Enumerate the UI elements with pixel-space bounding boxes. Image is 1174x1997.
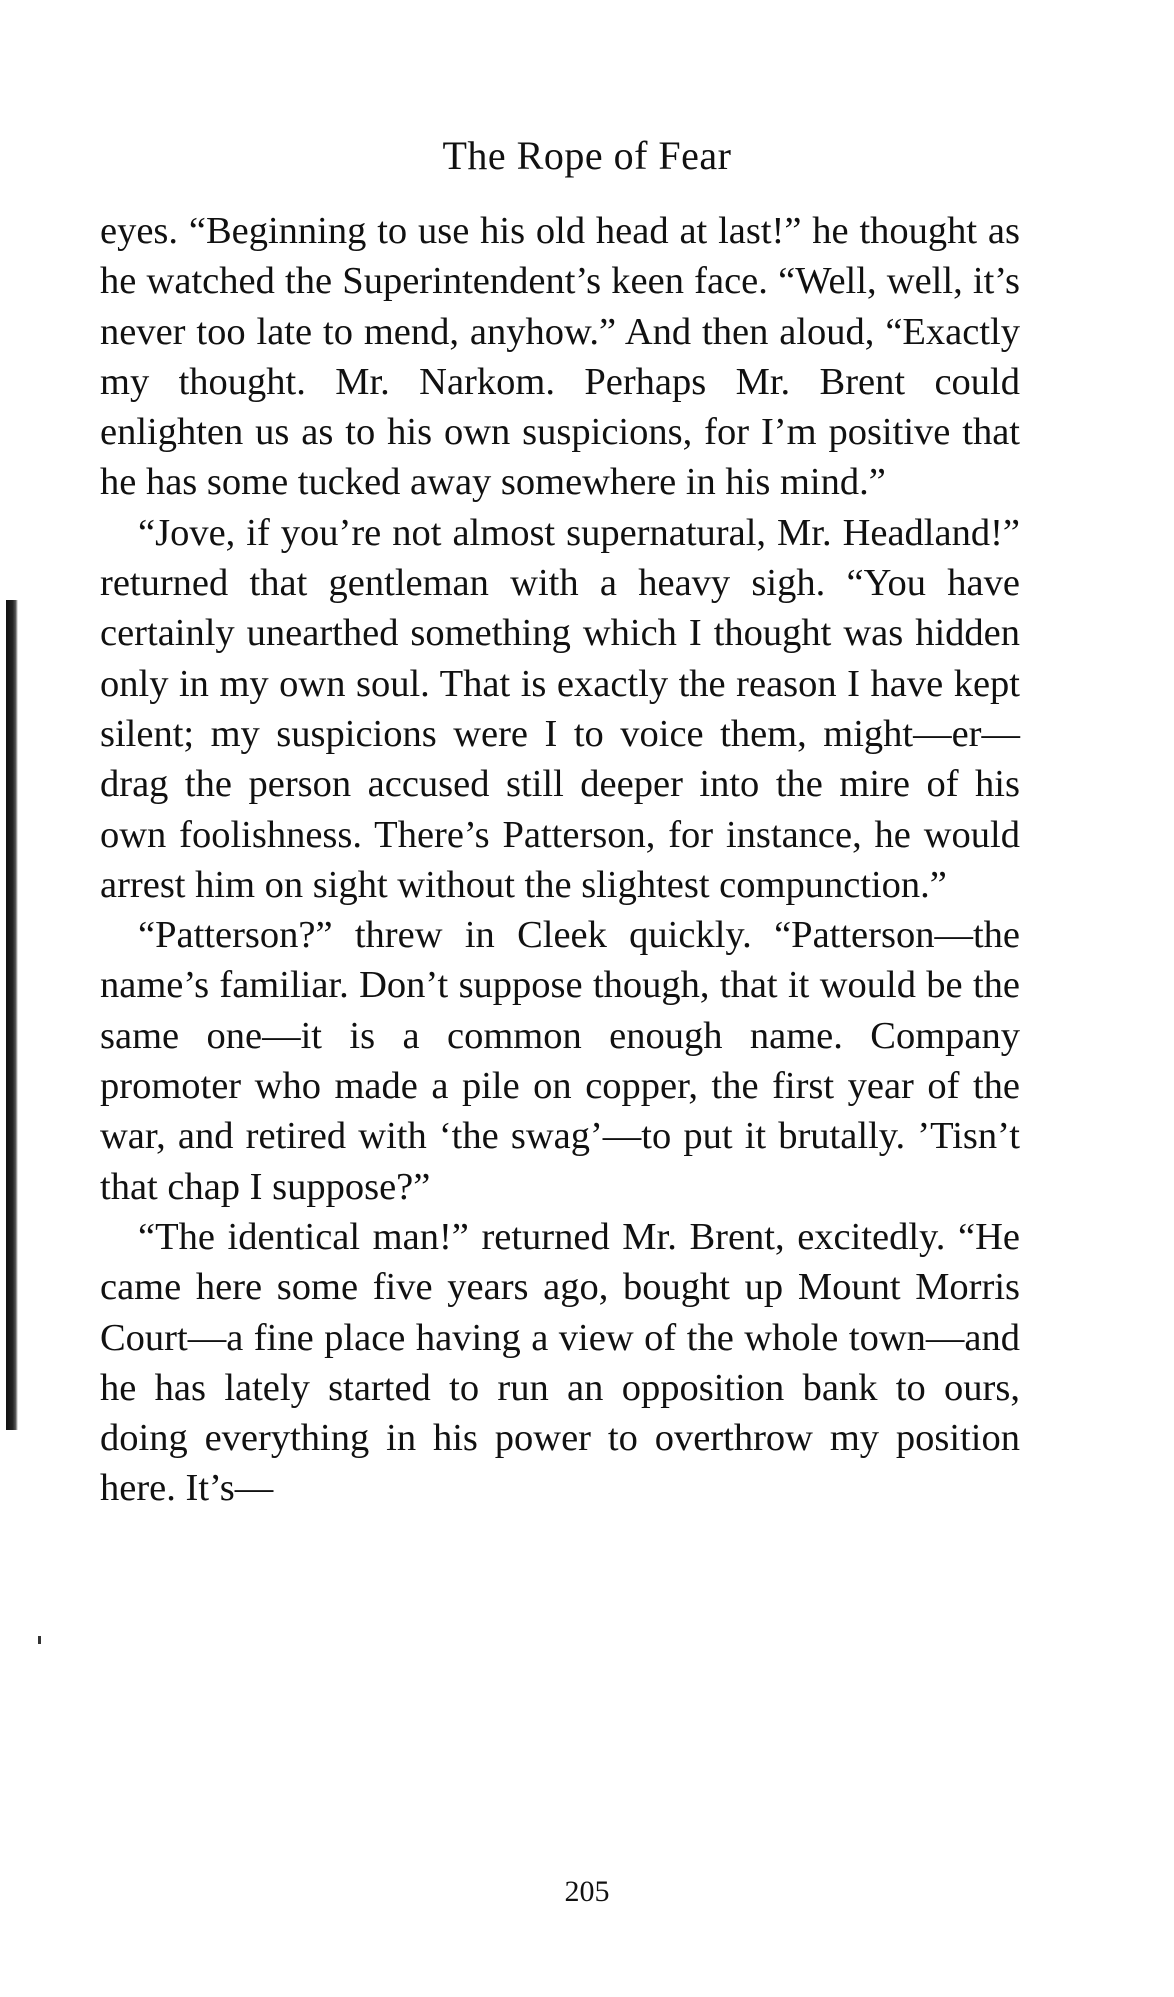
body-text	[100, 206, 1020, 1514]
paragraph-1: eyes. “Beginning to use his old head at last!” he thought as he watched the Superintendent’s keen face. “Well, well, it’s never too late to mend, anyhow.” And then aloud, “Exactly my thought. Mr. Narkom. Perhaps Mr. Brent could enlighten us as to his own suspicions, for I’m positive that he has some tucked away somewhere in his mind.”	[100, 210, 1020, 504]
paragraph-2: “Jove, if you’re not almost supernatural, Mr. Headland!” returned that gentleman with a heavy sigh. “You have certainly unearthed something which I thought was hidden only in my own soul. That is exactly the reason I have kept silent; my suspicions were I to voice them, might—er—drag the person accused still deeper into the mire of his own foolishness. There’s Patterson, for instance, he would arrest him on sight without the slightest compunction.”	[100, 511, 1020, 906]
paragraph-3: “Patterson?” threw in Cleek quickly. “Patterson—the name’s familiar. Don’t suppose though, that it would be the same one—it is a common enough name. Company promoter who made a pile on copper, the first year of the war, and retired with ‘the swag’—to put it brutally. ’Tisn’t that chap I suppose?”	[100, 914, 1020, 1208]
binding-mark	[38, 1636, 41, 1644]
page-number: 205	[564, 1875, 610, 1908]
paragraph-4: “The identical man!” returned Mr. Brent, excitedly. “He came here some five years ago, bought up Mount Morris Court—a fine place having a view of the whole town—and he has lately started to run an opposition bank to ours, doing everything in his power to overthrow my position here. It’s—	[100, 1215, 1020, 1510]
binding-shadow	[6, 600, 18, 1430]
running-title: The Rope of Fear	[442, 133, 732, 178]
